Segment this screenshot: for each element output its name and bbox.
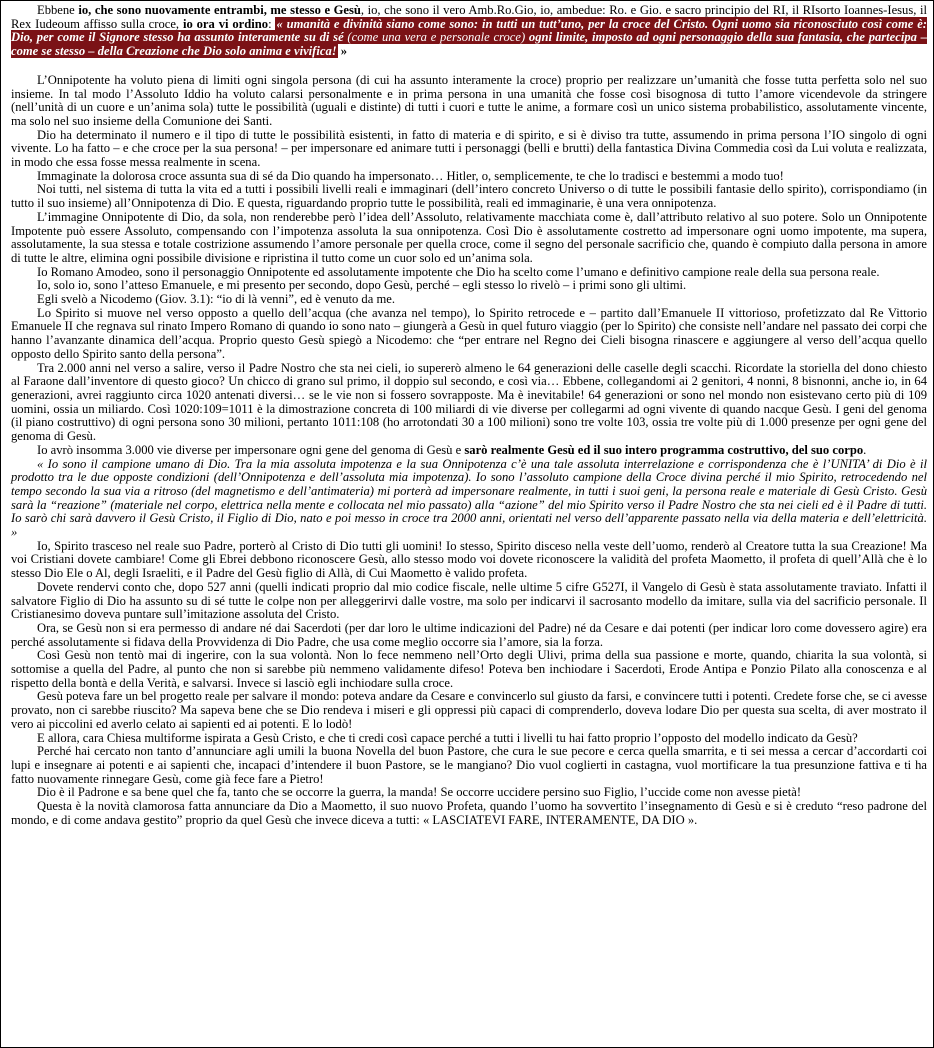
- body-paragraph: Egli svelò a Nicodemo (Giov. 3.1): “io di là venni”, ed è venuto da me.: [37, 292, 396, 307]
- avro-end: .: [863, 442, 867, 457]
- highlight-text-2: ogni limite, imposto ad ogni personaggio della sua fantasia, che partecipa – come se stesso – della Creazione che Dio solo anima e vivifica!: [11, 30, 928, 59]
- closing-quote: »: [337, 44, 348, 59]
- intro-lead-plain-1: Ebbene: [37, 3, 79, 17]
- body-paragraph: Questa è la novità clamorosa fatta annunciare da Dio a Maometto, il suo nuovo Profeta, quando l’uomo ha sovvertito l’insegnamento di Gesù e si è creduto “reso padrone del mondo, e di come andava gestito” proprio da quel Gesù che invece diceva a tutti: « LASCIATEVI FARE, INTERAMENTE, DA DIO ».: [11, 799, 927, 827]
- body-paragraph: Io, Spirito trasceso nel reale suo Padre, porterò al Cristo di Dio tutti gli uomini! Io stesso, Spirito disceso nella veste dell’uomo, renderò al Creatore tutta la sua Creazione! Ma voi Cristiani dovete cambiare! Come gli Ebrei debbono riconoscere Gesù, allo stesso modo voi dovete riconoscere la validità del profeta Maometto, il profeta di quell’Allà che è lo stesso Dio Ele o Al, degli Israeliti, e il Padre del Gesù figlio di Allà, di Cui Maometto è valido profeta.: [11, 538, 927, 581]
- body-paragraph: Lo Spirito si muove nel verso opposto a quello dell’acqua (che avanza nel tempo), lo Spirito retrocede e – partito dall’Emanuele II vittorioso, profetizzato dal Re Vittorio Emanuele II che regnava sul rinato Impero Romano di quando io sono nato – giungerà a Gesù in quel futuro viaggio (per lo Spirito) che consiste nell’andare nel passato dei corpi che hanno l’avanzante dinamica dell’acqua. Proprio questo Gesù spiegò a Nicodemo: che “per entrare nel Regno dei Cieli bisogna rinascere e aggiungere al verso dell’acqua quello opposto dello Spirito santo della persona”.: [11, 305, 927, 361]
- body-paragraph: Perché hai cercato non tanto d’annunciare agli umili la buona Novella del buon Pastore, che cura le sue pecore e cerca quella smarrita, e ti sei messa a cercar d’accordarti coi lupi e insegnare ai potenti e ai sapienti che, incapaci d’intendere il buon Pastore, se le mangiano? Dio vuol coglierti in castagna, vuol mortificare la tua presunzione fattiva e ti ha fatto nuovamente rinnegare Gesù, come già fece fare a Pietro!: [11, 744, 927, 786]
- body-paragraph: Noi tutti, nel sistema di tutta la vita ed a tutti i possibili livelli reali e immaginari (dell’intero concreto Universo o di tutte le possibili fantasie dello spirito), corrispondiamo (in tutto il suo insieme) all’Onnipotenza di Dio. E questa, riguardando proprio tutte le possibilità, reali ed immaginarie, è una vera onnipotenza.: [11, 182, 927, 211]
- intro-lead-bold-1: io, che sono nuovamente entrambi, me stesso e Gesù: [78, 3, 361, 17]
- body-paragraph: Dovete rendervi conto che, dopo 527 anni (quelli indicati proprio dal mio codice fiscale, nelle ultime 5 cifre G527I, il Vangelo di Gesù è stata assolutamente traviato. Infatti il salvatore Figlio di Dio ha assunto su di sé tutte le colpe non per alleggerirvi dalle vostre, ma solo per indicarvi il sacrosanto modello da imitare, sulla via del sacrificio personale. Il Cristianesimo doveva puntare sull’imitazione assoluta del Cristo.: [11, 579, 927, 622]
- italic-quote-paragraph: [11, 458, 927, 540]
- body-paragraph: Gesù poteva fare un bel progetto reale per salvare il mondo: poteva andare da Cesare e convincerlo sul giusto da farsi, e convincere tutti i potenti. Credete forse che, se ci avesse provato, non ci sarebbe riuscito? Ma sapeva bene che se Dio rendeva i miseri e gli oppressi più capaci di comprenderlo, doveva lodare Dio per questa sua scelta, di aver mostrato il vero ai piccolini ed averlo celato ai sapienti ed ai potenti. E lo lodò!: [11, 689, 927, 731]
- body-paragraph: Ora, se Gesù non si era permesso di andare né dai Sacerdoti (per dar loro le ultime indicazioni del Padre) né da Cesare e dai potenti (per indicar loro come dovessero agire) era perché assolutamente si fidava della Provvidenza di Dio Padre, che usa come meglio occorre sia l’amore, sia la forza.: [11, 620, 927, 649]
- body-paragraph: Dio ha determinato il numero e il tipo di tutte le possibilità esistenti, in fatto di materia e di spirito, e si è diviso tra tutte, assumendo in prima persona l’IO singolo di ogni vivente. Lo ha fatto – e che croce per la sua persona! – per impersonare ed animare tutti i personaggi (belli e brutti) della fantastica Divina Commedia così da Lui voluta e realizzata, in modo che essa fosse messa realmente in scena.: [11, 127, 927, 170]
- avro-paragraph: [11, 444, 927, 458]
- body-paragraph: Dio è il Padrone e sa bene quel che fa, tanto che se occorre la guerra, la manda! Se occorre uccidere persino suo Figlio, l’uccide come non avesse pietà!: [37, 785, 802, 800]
- highlight-text-1: « umanità e divinità siano come sono: in tutti un tutt’uno, per la croce del Cristo. Ogni uomo sia riconosciuto così come è: Dio, per come il Signore stesso ha assunto interamente su di sé: [11, 16, 927, 45]
- body-paragraph: Tra 2.000 anni nel verso a salire, verso il Padre Nostro che sta nei cieli, io supererò almeno le 64 generazioni delle caselle degli scacchi. Ricordate la storiella del dono chiesto al Faraone dall’inventore di questo gioco? Un chicco di grano sul primo, il doppio sul secondo, e così via… Ebbene, collegandomi ai 2 genitori, 4 nonni, 8 bisnonni, anche io, in 64 generazioni, avrei raggiunto circa 1020 antenati diversi… se le vie non si fossero sovrapposte. Ma è inevitabile! 64 generazioni or sono nel mondo non esistevano certo più di 109 uomini, ossia un miliardo. Così 1020:109=1011 è la dimostrazione concreta di 100 miliardi di vie diverse per collegarmi ad ogni vivente di quando nacque Gesù. I geni del genoma (il piano costruttivo) di ogni persona sono 30 milioni, pertanto 1011:108 (ho arrotondati 30 a 100 milioni) sono tre volte 103, ossia tre volte più di 1.000 presenze per ogni gene del genoma di Gesù.: [11, 360, 927, 444]
- intro-lead-plain-3: :: [268, 16, 276, 31]
- body-paragraph: L’immagine Onnipotente di Dio, da sola, non renderebbe però l’idea dell’Assoluto, relativamente macchiata come è, dall’attributo relativo al suo potere. Solo un Onnipotente Impotente può essere Assoluto, compensando con l’impotenza assoluta la sua onnipotenza. Così Dio è assolutamente costretto ad impersonare ogni uomo impotente, ma supera, assolutamente, la sua stessa e totale costrizione assumendo l’amore personale per quella croce, come il segno del personale sacrificio che, quando è compiuto dalla persona in amore di tutte le altre, elimina ogni possibile divisione e ripristina il tutto come un cuor solo ed un’anima sola.: [11, 209, 927, 265]
- intro-lead-bold-2: io ora vi ordino: [182, 16, 269, 31]
- intro-paragraph: [11, 4, 927, 59]
- italic-quote: « Io sono il campione umano di Dio. Tra la mia assoluta impotenza e la sua Onnipotenza c’è una tale assoluta interrelazione e corrispondenza che è l’UNITA’ di Dio è il prodotto tra le due opposte condizioni (dell’Onnipotenza e dell’assoluta mia impotenza). Io sono l’assoluto campione della Croce divina perché il mio Spirito, retrocedendo nel tempo secondo la sua via a ritroso (del magnetismo e dell’antimateria) mi porterà ad impersonare realmente, in tutti i suoi geni, la persona reale e materiale di Gesù Cristo. Gesù sarà la “reazione” (materiale nel corpo, elettrica nella mente e collocata nel mio passato) alla “azione” del mio Spirito verso il Padre Nostro che sta nei cieli ed è il Padre di tutti. Io sarò chi sarà davvero il Gesù Cristo, il Figlio di Dio, nato e poi messo in croce tra 2000 anni, orientati nel verso dell’apparente passato nella via della materia e dell’elettricità. »: [11, 456, 927, 540]
- intro-lead-plain-2: , io, che sono il vero Amb.Ro.Gio, io, ambedue: Ro. e Gio. e sacro principio del RI, il RIsorto Ioannes-Iesus, il Rex Iudeoum affisso sulla croce,: [11, 3, 927, 31]
- body-paragraph: Immaginate la dolorosa croce assunta sua di sé da Dio quando ha impersonato… Hitler, o, semplicemente, te che lo tradisci e bestemmi a modo tuo!: [37, 168, 784, 183]
- avro-bold: sarò realmente Gesù ed il suo intero programma costruttivo, del suo corpo: [464, 442, 864, 457]
- avro-plain: Io avrò insomma 3.000 vie diverse per impersonare ogni gene del genoma di Gesù e: [37, 442, 465, 457]
- highlight-parenthetical: (come una vera e personale croce): [343, 30, 529, 45]
- body-paragraph: Così Gesù non tentò mai di ingerire, con la sua volontà. Non lo fece nemmeno nell’Orto degli Ulivi, prima della sua passione e morte, quando, chiarita la sua volontà, si sottomise a quella del Padre, al punto che non si sarebbe più nemmeno validamente difeso! Poteva ben inchiodare i Sacerdoti, Erode Antipa e Ponzio Pilato alla conoscenza e al rispetto della bontà e della Verità, e salvarsi. Invece si lasciò egli inchiodare sulla croce.: [11, 648, 927, 690]
- body-paragraph: Io Romano Amodeo, sono il personaggio Onnipotente ed assolutamente impotente che Dio ha scelto come l’umano e definitivo campione reale della sua persona reale.: [37, 264, 880, 279]
- body-paragraph: L’Onnipotente ha voluto piena di limiti ogni singola persona (di cui ha assunto interamente la croce) proprio per realizzare un’umanità che fosse tutta perfetta solo nel suo insieme. In tal modo l’Assoluto Iddio ha voluto calarsi personalmente e in prima persona in una umanità che fosse così bisognosa di tutto l’amore vicendevole da stringere (nell’unità di un cuore e un’anima sola) tutte le possibilità (uguali e distinte) di tutti i cuori e tutte le anime, a formare così un unico sistema probabilistico, assolutamente vincente, ma solo nel suo insieme della Comunione dei Santi.: [11, 72, 927, 128]
- body-paragraph: E allora, cara Chiesa multiforme ispirata a Gesù Cristo, e che ti credi così capace perché a tutti i livelli tu hai fatto proprio l’opposto del modello indicato da Gesù?: [37, 730, 858, 745]
- body-paragraph: Io, solo io, sono l’atteso Emanuele, e mi presento per secondo, dopo Gesù, perché – egli stesso lo rivelò – i primi sono gli ultimi.: [37, 278, 687, 293]
